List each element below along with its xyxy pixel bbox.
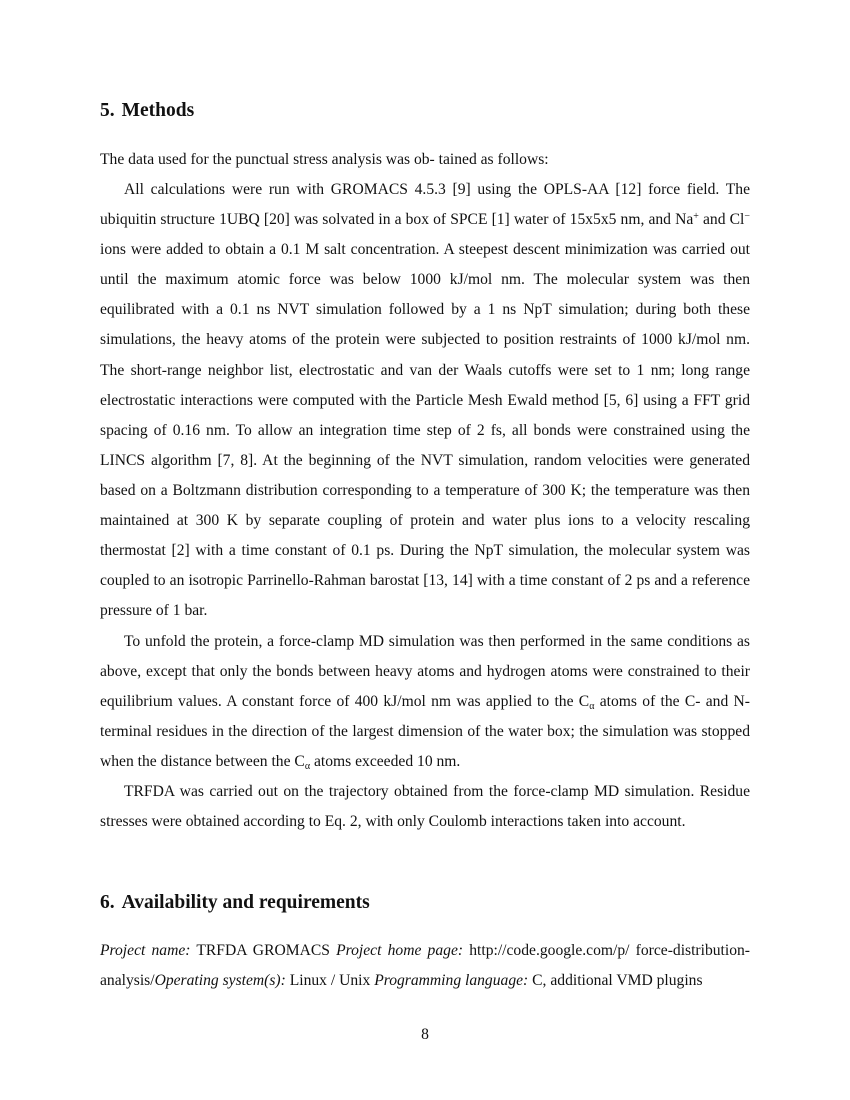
label-operating-system: Operating system(s): <box>154 972 286 990</box>
home-page-url: http://code.google.com/p/ force-distribution-analysis/ <box>100 942 750 990</box>
methods-simulation-paragraph: All calculations were run with GROMACS 4.5.3 [9] using the OPLS-AA [12] force field. The ubiquitin structure 1UBQ [20] was solvated in a box of SPCE [1] water of 15x5x5 nm, and Na+ and Cl− ions were added to obtain a 0.1 M salt concentration. A steepest descent minimization was carried out until the maximum atomic force was below 1000 kJ/mol nm. The molecular system was then equilibrated with a 0.1 ns NVT simulation followed by a 1 ns NpT simulation; during both these simulations, the heavy atoms of the protein were subjected to position restraints of 1000 kJ/mol nm. The short-range neighbor list, electrostatic and van der Waals cutoffs were set to 1 nm; long range electrostatic interactions were computed with the Particle Mesh Ewald method [5, 6] using a FFT grid spacing of 0.16 nm. To allow an integration time step of 2 fs, all bonds were constrained using the LINCS algorithm [7, 8]. At the beginning of the NVT simulation, random velocities were generated based on a Boltzmann distribution corresponding to a temperature of 300 K; the temperature was then maintained at 300 K by separate coupling of protein and water plus ions to a velocity rescaling thermostat [2] with a time constant of 0.1 ps. During the NpT simulation, the molecular system was coupled to an isotropic Parrinello-Rahman barostat [13, 14] with a time constant of 2 ps and a reference pressure of 1 bar. <box>100 181 750 620</box>
section-number: 5. <box>100 100 115 121</box>
methods-trfda-paragraph: TRFDA was carried out on the trajectory obtained from the force-clamp MD simulation. Residue stresses were obtained according to Eq. 2, with only Coulomb interactions taken into account. <box>100 783 750 831</box>
section-number: 6. <box>100 892 115 913</box>
methods-unfolding-paragraph: To unfold the protein, a force-clamp MD simulation was then performed in the same conditions as above, except that only the bonds between heavy atoms and hydrogen atoms were constrained to their equilibrium values. A constant force of 400 kJ/mol nm was applied to the $C_\alpha$ atoms of the C- and N-terminal residues in the direction of the largest dimension of the water box; the simulation was stopped when the distance between the $C_\alpha$ atoms exceeded 10 nm. <box>100 633 750 773</box>
section-title: Methods <box>121 100 195 121</box>
label-home-page: Project home page: <box>336 942 464 959</box>
page-number: 8 <box>421 1026 429 1043</box>
methods-intro-paragraph: The data used for the punctual stress analysis was ob- tained as follows: <box>100 151 549 168</box>
alpha-subscript: α <box>304 761 311 773</box>
section-heading-methods <box>100 100 194 122</box>
availability-paragraph: Project name: TRFDA GROMACS Project home page: http://code.google.com/p/ force-distribution-analysis/Operating system(s): Linux / Unix Programming language: C, additional VMD plugins <box>100 942 750 990</box>
label-project-name: Project name: <box>100 942 191 959</box>
chloride-charge: − <box>744 211 750 223</box>
alpha-subscript: α <box>589 701 595 713</box>
label-programming-language: Programming language: <box>374 972 529 990</box>
section-title: Availability and requirements <box>121 892 370 913</box>
section-heading-availability <box>100 892 370 914</box>
sodium-charge: + <box>693 211 699 223</box>
